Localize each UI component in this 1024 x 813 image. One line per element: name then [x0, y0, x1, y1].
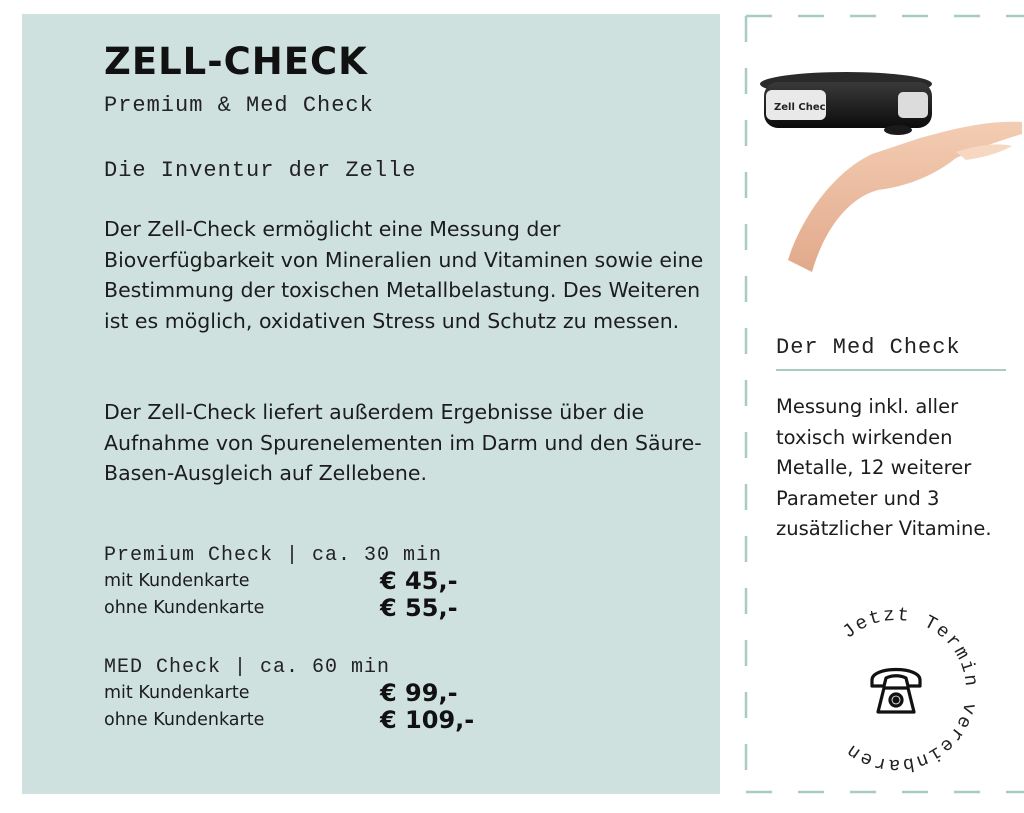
price-block-heading: Premium Check | ca. 30 min [104, 544, 443, 567]
price-block-med [104, 655, 524, 735]
description-paragraph-1: Der Zell-Check ermöglicht eine Messung der Bioverfügbarkeit von Mineralien und Vitaminen sowie eine Bestimmung der toxischen Metallbelastung. Des Weiteren ist es möglich, oxidativen Stress und Schutz zu messen. [104, 217, 704, 333]
price-row [104, 708, 524, 735]
price-block-heading: MED Check | ca. 60 min [104, 656, 391, 679]
stamp-text: Jetzt Termin vereinbaren [838, 603, 983, 777]
price-value: € 45,- [380, 567, 458, 595]
price-value: € 109,- [380, 706, 475, 734]
price-label: mit Kundenkarte [104, 571, 250, 591]
price-label: ohne Kundenkarte [104, 598, 265, 618]
description-paragraph-2: Der Zell-Check liefert außerdem Ergebnisse über die Aufnahme von Spurenelementen im Darm und den Säure-Basen-Ausgleich auf Zellebene. [104, 400, 702, 486]
price-label: mit Kundenkarte [104, 683, 250, 703]
price-block-premium [104, 543, 524, 623]
price-value: € 99,- [380, 679, 458, 707]
page-subtitle: Premium & Med Check [104, 93, 374, 118]
price-row [104, 569, 524, 596]
tagline: Die Inventur der Zelle [104, 158, 417, 183]
device-brand-label: Zell Check [774, 102, 833, 113]
price-row [104, 681, 524, 708]
telephone-icon [872, 670, 920, 713]
appointment-stamp[interactable] [806, 600, 986, 780]
price-value: € 55,- [380, 594, 458, 622]
med-check-description: Messung inkl. aller toxisch wirkenden Metalle, 12 weiterer Parameter und 3 zusätzlicher Vitamine. [776, 395, 992, 540]
divider [776, 369, 1006, 371]
med-check-heading: Der Med Check [776, 335, 961, 360]
svg-text:Jetzt Termin vereinbaren [838, 604, 982, 776]
product-image [760, 62, 1024, 272]
price-row [104, 596, 524, 623]
price-label: ohne Kundenkarte [104, 710, 265, 730]
page-title: ZELL-CHECK [104, 40, 368, 83]
